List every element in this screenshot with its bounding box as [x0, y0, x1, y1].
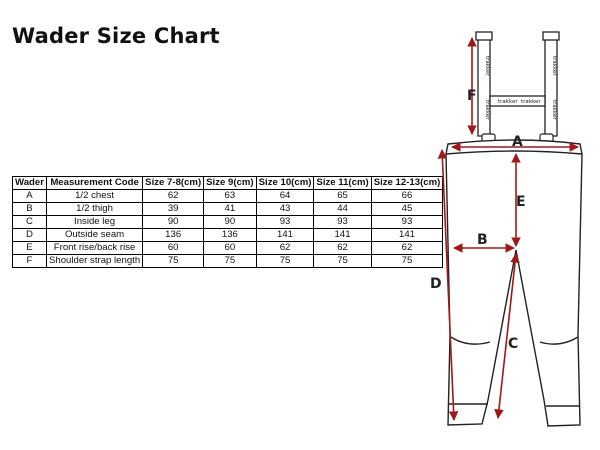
table-cell: 62	[371, 242, 443, 255]
table-cell: 64	[256, 190, 314, 203]
label-b: B	[477, 232, 488, 248]
table-row	[13, 216, 443, 229]
table-cell: 66	[371, 190, 443, 203]
table-cell: 41	[204, 203, 256, 216]
page-title: Wader Size Chart	[12, 24, 220, 48]
table-cell: 141	[371, 229, 443, 242]
header-size-10: Size 10(cm)	[256, 177, 314, 190]
svg-text:trakker: trakker	[484, 56, 490, 76]
shoulder-straps	[476, 32, 559, 136]
svg-text:trakker: trakker	[551, 100, 557, 120]
wader-diagram	[420, 30, 590, 435]
table-cell: 93	[256, 216, 314, 229]
table-cell: 62	[314, 242, 371, 255]
label-a: A	[512, 134, 523, 150]
table-cell: C	[13, 216, 47, 229]
table-cell: 136	[143, 229, 204, 242]
table-cell: F	[13, 255, 47, 268]
table-cell: 63	[204, 190, 256, 203]
svg-text:trakker: trakker	[521, 99, 541, 105]
table-cell: 65	[314, 190, 371, 203]
table-cell: 90	[143, 216, 204, 229]
size-table	[12, 176, 443, 268]
header-size-9: Size 9(cm)	[204, 177, 256, 190]
svg-text:trakker: trakker	[498, 99, 518, 105]
table-cell: 141	[256, 229, 314, 242]
table-cell: Inside leg	[46, 216, 142, 229]
svg-text:trakker: trakker	[484, 100, 490, 120]
table-cell: E	[13, 242, 47, 255]
table-cell: 1/2 thigh	[46, 203, 142, 216]
table-cell: 45	[371, 203, 443, 216]
table-cell: 75	[204, 255, 256, 268]
label-c: C	[508, 336, 519, 352]
header-size-11: Size 11(cm)	[314, 177, 371, 190]
header-measurement-code: Measurement Code	[46, 177, 142, 190]
header-wader: Wader	[13, 177, 47, 190]
table-cell: 39	[143, 203, 204, 216]
table-row	[13, 190, 443, 203]
table-row	[13, 242, 443, 255]
table-header-row	[13, 177, 443, 190]
table-cell: 43	[256, 203, 314, 216]
table-cell: 44	[314, 203, 371, 216]
header-size-7-8: Size 7-8(cm)	[143, 177, 204, 190]
label-e: E	[516, 194, 526, 210]
table-cell: 75	[314, 255, 371, 268]
wader-outline	[446, 140, 582, 426]
table-cell: 141	[314, 229, 371, 242]
table-cell: 90	[204, 216, 256, 229]
table-row	[13, 255, 443, 268]
table-cell: 93	[371, 216, 443, 229]
table-cell: A	[13, 190, 47, 203]
table-cell: 136	[204, 229, 256, 242]
table-cell: Outside seam	[46, 229, 142, 242]
table-cell: 60	[143, 242, 204, 255]
table-cell: 93	[314, 216, 371, 229]
table-cell: 75	[371, 255, 443, 268]
table-cell: D	[13, 229, 47, 242]
table-cell: 75	[143, 255, 204, 268]
table-row	[13, 229, 443, 242]
table-cell: Shoulder strap length	[46, 255, 142, 268]
table-cell: 62	[256, 242, 314, 255]
table-row	[13, 203, 443, 216]
label-f: F	[467, 88, 477, 104]
table-cell: 62	[143, 190, 204, 203]
table-cell: Front rise/back rise	[46, 242, 142, 255]
svg-text:trakker: trakker	[551, 56, 557, 76]
table-cell: 60	[204, 242, 256, 255]
label-d: D	[430, 276, 442, 292]
table-cell: 75	[256, 255, 314, 268]
table-cell: 1/2 chest	[46, 190, 142, 203]
table-cell: B	[13, 203, 47, 216]
header-size-12-13: Size 12-13(cm)	[371, 177, 443, 190]
